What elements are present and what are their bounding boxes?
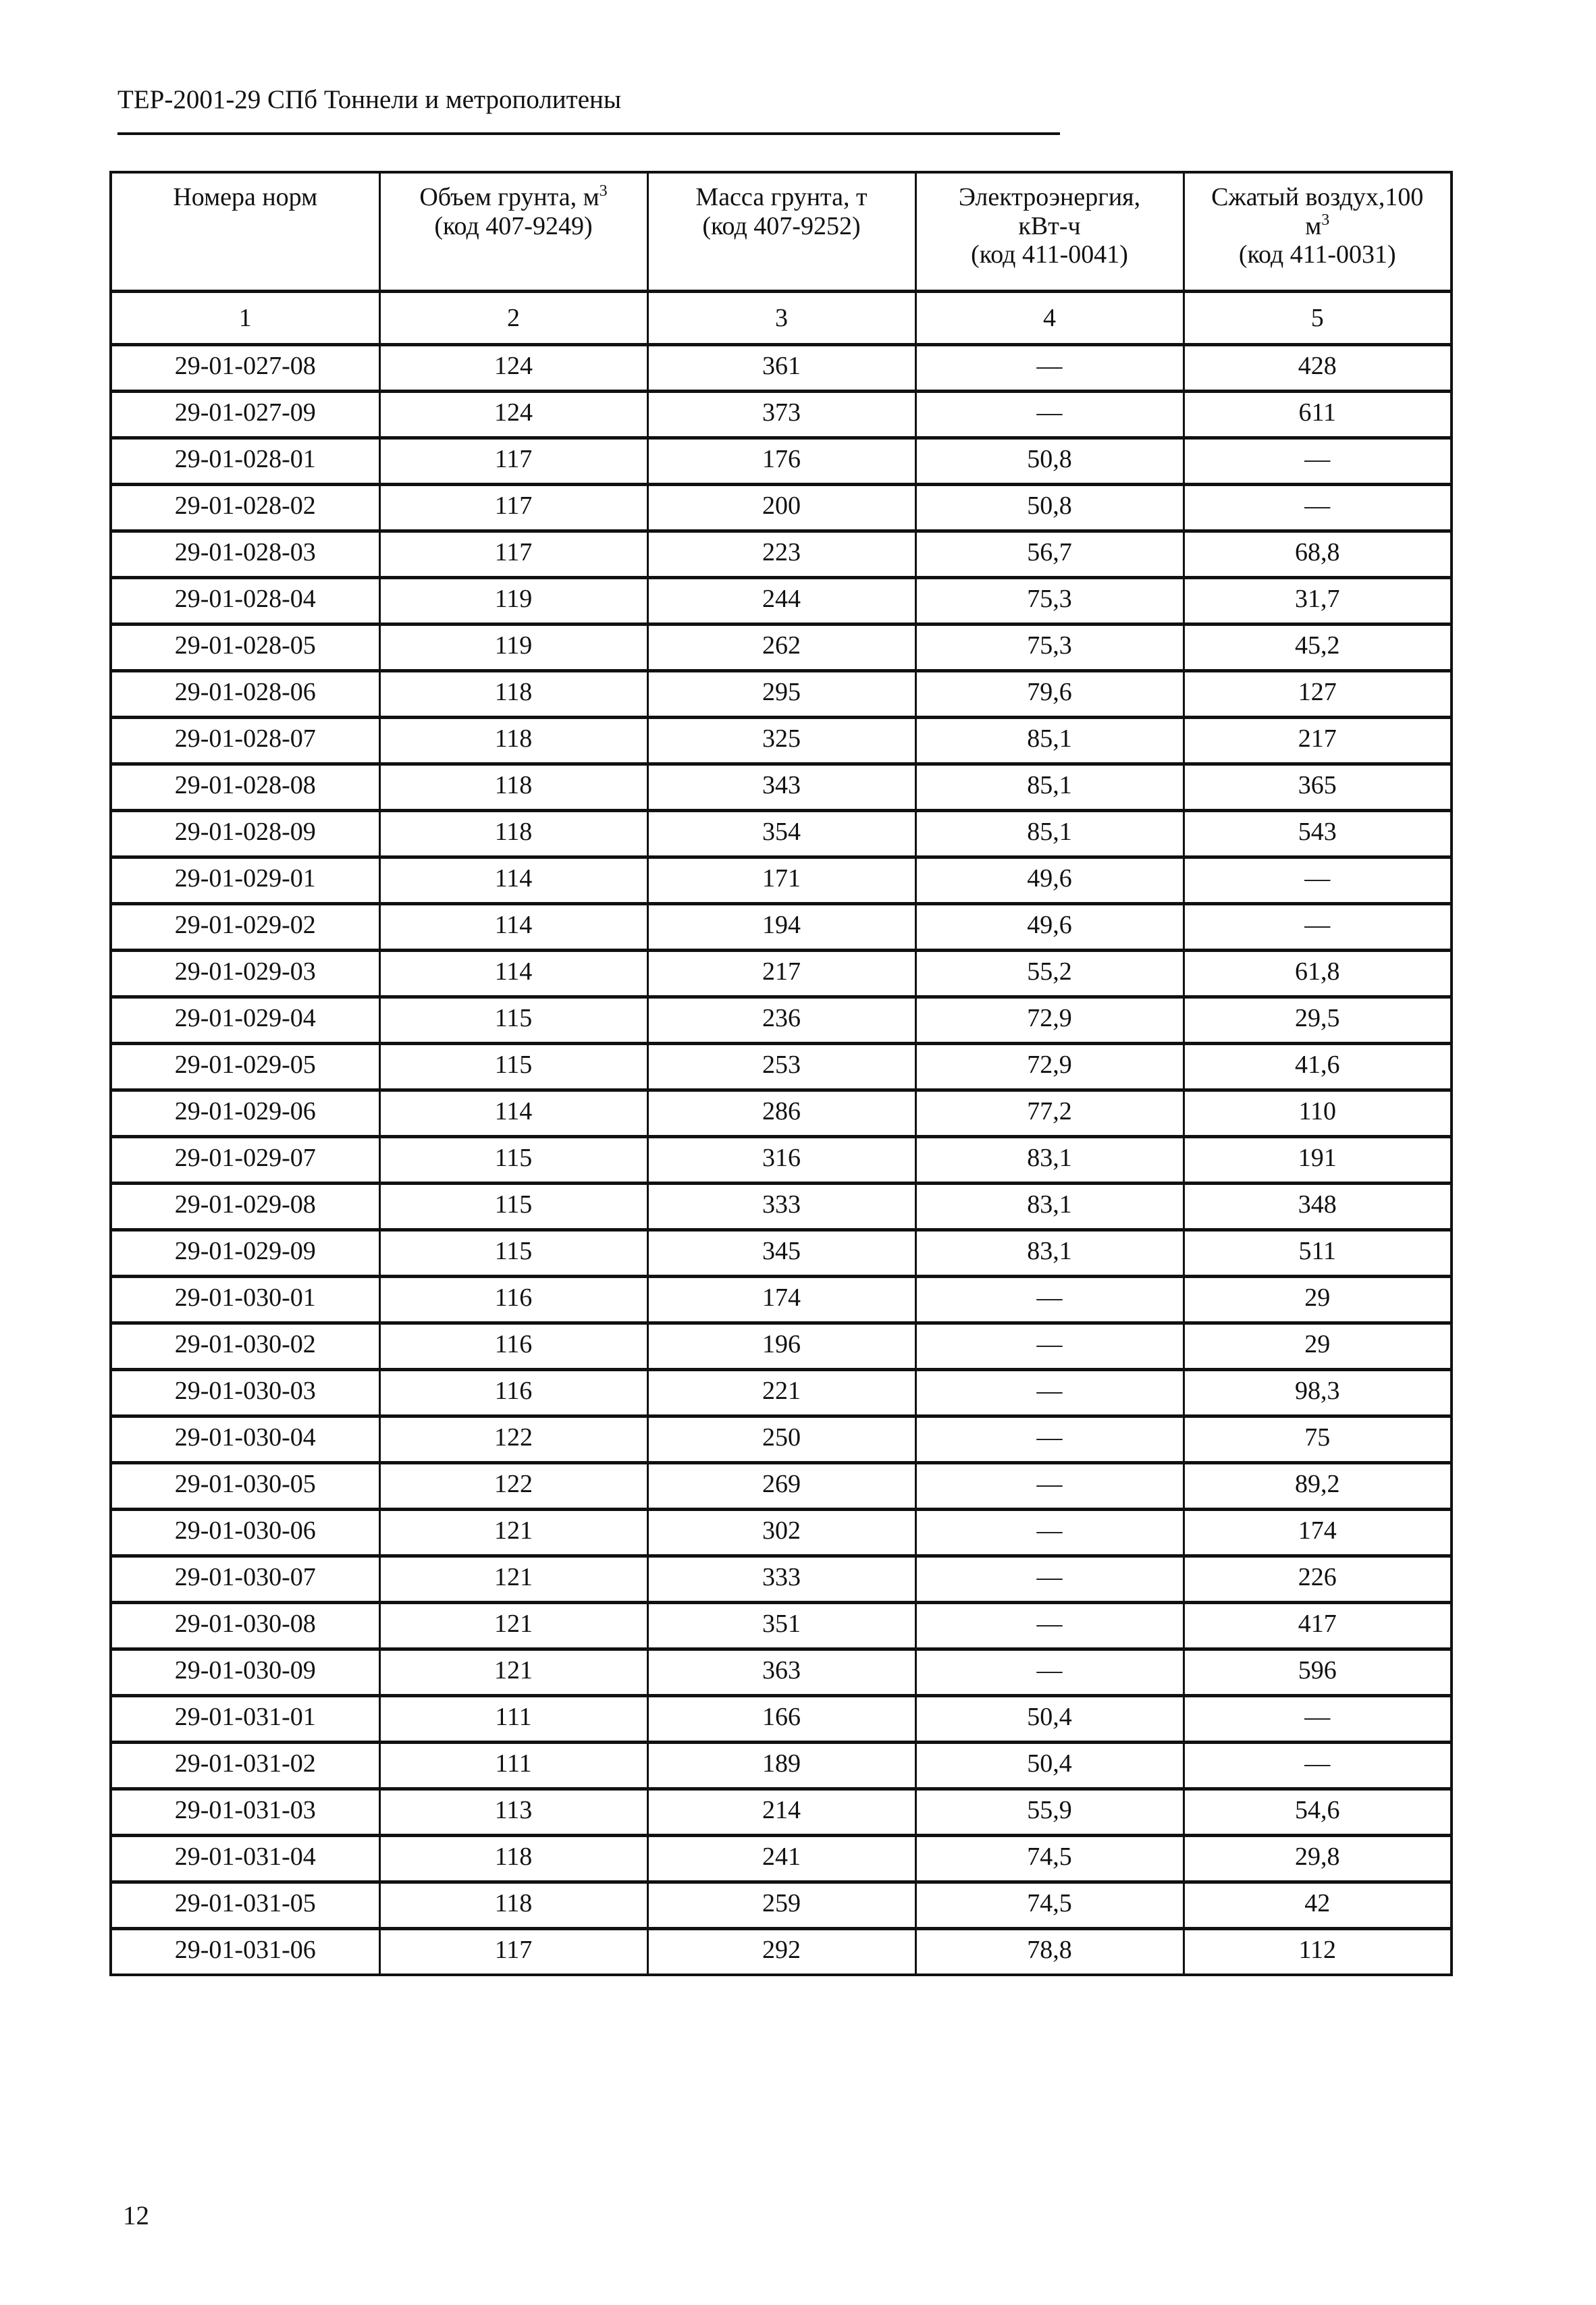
table-body — [111, 344, 1452, 1975]
cell-compressed-air: 365 — [1183, 764, 1452, 810]
cell-soil-mass: 176 — [647, 438, 915, 484]
cell-soil-mass: 253 — [647, 1043, 915, 1090]
cell-compressed-air: 45,2 — [1183, 624, 1452, 670]
header-soil-mass: Масса грунта, т (код 407-9252) — [647, 172, 915, 291]
table-row — [111, 1928, 1452, 1975]
cell-soil-volume: 113 — [379, 1789, 647, 1835]
cell-soil-volume: 122 — [379, 1416, 647, 1462]
cell-soil-mass: 286 — [647, 1090, 915, 1136]
cell-norm-number: 29-01-029-06 — [111, 1090, 379, 1136]
cell-norm-number: 29-01-028-03 — [111, 531, 379, 577]
table-row — [111, 1043, 1452, 1090]
cell-compressed-air: 61,8 — [1183, 950, 1452, 997]
cell-norm-number: 29-01-029-04 — [111, 997, 379, 1043]
cell-norm-number: 29-01-030-06 — [111, 1509, 379, 1556]
cell-compressed-air: 191 — [1183, 1136, 1452, 1183]
cell-norm-number: 29-01-031-05 — [111, 1882, 379, 1928]
cell-soil-mass: 171 — [647, 857, 915, 903]
cell-norm-number: 29-01-029-09 — [111, 1229, 379, 1276]
cell-norm-number: 29-01-029-03 — [111, 950, 379, 997]
table-row — [111, 1882, 1452, 1928]
cell-electricity: — — [915, 1323, 1183, 1369]
cell-norm-number: 29-01-031-03 — [111, 1789, 379, 1835]
cell-soil-volume: 121 — [379, 1649, 647, 1695]
cell-electricity: 49,6 — [915, 903, 1183, 950]
cell-electricity: 83,1 — [915, 1183, 1183, 1229]
cell-compressed-air: 29,5 — [1183, 997, 1452, 1043]
cell-soil-mass: 316 — [647, 1136, 915, 1183]
table-row — [111, 1229, 1452, 1276]
table-row — [111, 1183, 1452, 1229]
cell-norm-number: 29-01-029-01 — [111, 857, 379, 903]
cell-electricity: 55,9 — [915, 1789, 1183, 1835]
column-number-row — [111, 291, 1452, 344]
table-row — [111, 1416, 1452, 1462]
cell-electricity: — — [915, 1556, 1183, 1602]
cell-electricity: 85,1 — [915, 764, 1183, 810]
cell-norm-number: 29-01-028-08 — [111, 764, 379, 810]
cell-norm-number: 29-01-031-02 — [111, 1742, 379, 1789]
cell-soil-mass: 236 — [647, 997, 915, 1043]
cell-compressed-air: 31,7 — [1183, 577, 1452, 624]
cell-electricity: — — [915, 1276, 1183, 1323]
table-row — [111, 1742, 1452, 1789]
table-row — [111, 997, 1452, 1043]
cell-soil-volume: 124 — [379, 344, 647, 391]
cell-electricity: 75,3 — [915, 577, 1183, 624]
cell-compressed-air: 110 — [1183, 1090, 1452, 1136]
table-row — [111, 1323, 1452, 1369]
cell-soil-volume: 114 — [379, 857, 647, 903]
page-number: 12 — [123, 2201, 149, 2230]
header-soil-volume: Объем грунта, $м^3$ (код 407-9249) — [379, 172, 647, 291]
cell-compressed-air: 226 — [1183, 1556, 1452, 1602]
table-row — [111, 717, 1452, 764]
column-number: 3 — [647, 291, 915, 344]
cell-electricity: — — [915, 1416, 1183, 1462]
cell-soil-mass: 351 — [647, 1602, 915, 1649]
norms-table — [109, 171, 1453, 1976]
cell-soil-volume: 117 — [379, 484, 647, 531]
cell-soil-mass: 250 — [647, 1416, 915, 1462]
cell-soil-mass: 295 — [647, 670, 915, 717]
cell-soil-volume: 119 — [379, 577, 647, 624]
cell-electricity: 72,9 — [915, 1043, 1183, 1090]
cell-soil-volume: 115 — [379, 997, 647, 1043]
table-row — [111, 764, 1452, 810]
cell-electricity: 75,3 — [915, 624, 1183, 670]
cell-soil-volume: 117 — [379, 1928, 647, 1975]
table-row — [111, 1090, 1452, 1136]
cell-electricity: — — [915, 1649, 1183, 1695]
table-row — [111, 531, 1452, 577]
header-rule — [117, 132, 1060, 135]
cell-soil-mass: 345 — [647, 1229, 915, 1276]
cell-norm-number: 29-01-027-08 — [111, 344, 379, 391]
cell-electricity: — — [915, 391, 1183, 438]
cell-compressed-air: 174 — [1183, 1509, 1452, 1556]
cell-norm-number: 29-01-029-02 — [111, 903, 379, 950]
cell-norm-number: 29-01-028-02 — [111, 484, 379, 531]
column-number: 5 — [1183, 291, 1452, 344]
cell-soil-volume: 122 — [379, 1462, 647, 1509]
table-row — [111, 950, 1452, 997]
cell-soil-volume: 118 — [379, 1835, 647, 1882]
cell-compressed-air: 112 — [1183, 1928, 1452, 1975]
cell-soil-mass: 354 — [647, 810, 915, 857]
cell-norm-number: 29-01-030-07 — [111, 1556, 379, 1602]
table-row — [111, 1695, 1452, 1742]
cell-soil-volume: 117 — [379, 531, 647, 577]
table-row — [111, 344, 1452, 391]
table-row — [111, 1462, 1452, 1509]
cell-soil-mass: 269 — [647, 1462, 915, 1509]
cell-electricity: 85,1 — [915, 810, 1183, 857]
cell-norm-number: 29-01-030-05 — [111, 1462, 379, 1509]
cell-soil-mass: 174 — [647, 1276, 915, 1323]
cell-compressed-air: 348 — [1183, 1183, 1452, 1229]
table-row — [111, 1556, 1452, 1602]
cell-soil-mass: 194 — [647, 903, 915, 950]
cell-norm-number: 29-01-028-09 — [111, 810, 379, 857]
cell-electricity: 85,1 — [915, 717, 1183, 764]
cell-norm-number: 29-01-031-06 — [111, 1928, 379, 1975]
cell-electricity: 79,6 — [915, 670, 1183, 717]
column-number: 4 — [915, 291, 1183, 344]
cell-norm-number: 29-01-030-09 — [111, 1649, 379, 1695]
cell-compressed-air: — — [1183, 438, 1452, 484]
table-row — [111, 484, 1452, 531]
cell-electricity: 83,1 — [915, 1136, 1183, 1183]
cell-compressed-air: — — [1183, 857, 1452, 903]
table-header-row — [111, 172, 1452, 291]
cell-electricity: 50,8 — [915, 484, 1183, 531]
table-row — [111, 577, 1452, 624]
cell-soil-mass: 200 — [647, 484, 915, 531]
cell-soil-volume: 118 — [379, 717, 647, 764]
cell-norm-number: 29-01-028-06 — [111, 670, 379, 717]
cell-soil-volume: 114 — [379, 950, 647, 997]
cell-soil-mass: 302 — [647, 1509, 915, 1556]
table-row — [111, 1509, 1452, 1556]
cell-norm-number: 29-01-030-08 — [111, 1602, 379, 1649]
cell-soil-volume: 115 — [379, 1229, 647, 1276]
table-row — [111, 1136, 1452, 1183]
cell-electricity: — — [915, 344, 1183, 391]
cell-soil-mass: 189 — [647, 1742, 915, 1789]
header-compressed-air: Сжатый воздух,100 $м^3$ (код 411-0031) — [1183, 172, 1452, 291]
cell-soil-volume: 121 — [379, 1509, 647, 1556]
table-row — [111, 670, 1452, 717]
cell-soil-mass: 259 — [647, 1882, 915, 1928]
cell-norm-number: 29-01-030-02 — [111, 1323, 379, 1369]
cell-electricity: 74,5 — [915, 1835, 1183, 1882]
cell-soil-volume: 118 — [379, 810, 647, 857]
cell-soil-mass: 262 — [647, 624, 915, 670]
cell-compressed-air: 428 — [1183, 344, 1452, 391]
page-header-title: ТЕР-2001-29 СПб Тоннели и метрополитены — [117, 85, 622, 114]
cell-norm-number: 29-01-030-01 — [111, 1276, 379, 1323]
cell-compressed-air: 68,8 — [1183, 531, 1452, 577]
cell-electricity: 50,8 — [915, 438, 1183, 484]
table-row — [111, 624, 1452, 670]
cell-soil-mass: 333 — [647, 1183, 915, 1229]
cell-compressed-air: 217 — [1183, 717, 1452, 764]
cell-compressed-air: 98,3 — [1183, 1369, 1452, 1416]
cell-soil-volume: 116 — [379, 1323, 647, 1369]
cell-compressed-air: 75 — [1183, 1416, 1452, 1462]
cell-compressed-air: — — [1183, 484, 1452, 531]
table-row — [111, 1602, 1452, 1649]
cell-compressed-air: — — [1183, 903, 1452, 950]
cell-electricity: 77,2 — [915, 1090, 1183, 1136]
cell-compressed-air: — — [1183, 1695, 1452, 1742]
cell-compressed-air: 127 — [1183, 670, 1452, 717]
cell-soil-mass: 196 — [647, 1323, 915, 1369]
table-row — [111, 810, 1452, 857]
column-number: 1 — [111, 291, 379, 344]
cell-soil-mass: 325 — [647, 717, 915, 764]
cell-soil-volume: 111 — [379, 1695, 647, 1742]
cell-soil-mass: 166 — [647, 1695, 915, 1742]
cell-soil-volume: 121 — [379, 1556, 647, 1602]
cell-electricity: 83,1 — [915, 1229, 1183, 1276]
cell-soil-mass: 244 — [647, 577, 915, 624]
column-number: 2 — [379, 291, 647, 344]
cell-norm-number: 29-01-027-09 — [111, 391, 379, 438]
cell-soil-mass: 214 — [647, 1789, 915, 1835]
cell-soil-volume: 114 — [379, 903, 647, 950]
table-row — [111, 857, 1452, 903]
table-row — [111, 438, 1452, 484]
cell-soil-volume: 124 — [379, 391, 647, 438]
table-row — [111, 903, 1452, 950]
cell-compressed-air: 29,8 — [1183, 1835, 1452, 1882]
cell-soil-volume: 116 — [379, 1276, 647, 1323]
cell-electricity: 50,4 — [915, 1742, 1183, 1789]
cell-compressed-air: — — [1183, 1742, 1452, 1789]
cell-electricity: 72,9 — [915, 997, 1183, 1043]
cell-compressed-air: 417 — [1183, 1602, 1452, 1649]
table-row — [111, 1789, 1452, 1835]
cell-soil-volume: 118 — [379, 670, 647, 717]
cell-soil-volume: 116 — [379, 1369, 647, 1416]
cell-electricity: 74,5 — [915, 1882, 1183, 1928]
cell-soil-mass: 223 — [647, 531, 915, 577]
cell-norm-number: 29-01-028-07 — [111, 717, 379, 764]
cell-electricity: — — [915, 1369, 1183, 1416]
cell-soil-volume: 119 — [379, 624, 647, 670]
cell-compressed-air: 29 — [1183, 1323, 1452, 1369]
cell-norm-number: 29-01-029-05 — [111, 1043, 379, 1090]
cell-electricity: — — [915, 1462, 1183, 1509]
cell-electricity: 49,6 — [915, 857, 1183, 903]
cell-soil-volume: 117 — [379, 438, 647, 484]
cell-soil-volume: 115 — [379, 1136, 647, 1183]
cell-soil-mass: 363 — [647, 1649, 915, 1695]
cell-soil-mass: 241 — [647, 1835, 915, 1882]
cell-compressed-air: 42 — [1183, 1882, 1452, 1928]
cell-electricity: 78,8 — [915, 1928, 1183, 1975]
cell-soil-volume: 118 — [379, 764, 647, 810]
cell-electricity: 55,2 — [915, 950, 1183, 997]
cell-soil-volume: 115 — [379, 1043, 647, 1090]
cell-soil-volume: 115 — [379, 1183, 647, 1229]
cell-soil-volume: 118 — [379, 1882, 647, 1928]
cell-compressed-air: 54,6 — [1183, 1789, 1452, 1835]
cell-soil-mass: 373 — [647, 391, 915, 438]
cell-compressed-air: 89,2 — [1183, 1462, 1452, 1509]
cell-norm-number: 29-01-030-03 — [111, 1369, 379, 1416]
cell-soil-volume: 111 — [379, 1742, 647, 1789]
cell-soil-mass: 361 — [647, 344, 915, 391]
table-row — [111, 1369, 1452, 1416]
table-row — [111, 391, 1452, 438]
cell-soil-mass: 217 — [647, 950, 915, 997]
table-row — [111, 1835, 1452, 1882]
cell-norm-number: 29-01-029-07 — [111, 1136, 379, 1183]
header-electricity: Электроэнергия, кВт-ч (код 411-0041) — [915, 172, 1183, 291]
cell-electricity: 50,4 — [915, 1695, 1183, 1742]
cell-norm-number: 29-01-028-05 — [111, 624, 379, 670]
cell-electricity: 56,7 — [915, 531, 1183, 577]
cell-norm-number: 29-01-028-04 — [111, 577, 379, 624]
cell-electricity: — — [915, 1602, 1183, 1649]
cell-compressed-air: 511 — [1183, 1229, 1452, 1276]
table-row — [111, 1649, 1452, 1695]
cell-soil-volume: 114 — [379, 1090, 647, 1136]
table-row — [111, 1276, 1452, 1323]
cell-compressed-air: 611 — [1183, 391, 1452, 438]
header-norm-numbers: Номера норм — [111, 172, 379, 291]
cell-norm-number: 29-01-031-04 — [111, 1835, 379, 1882]
cell-soil-mass: 343 — [647, 764, 915, 810]
cell-norm-number: 29-01-028-01 — [111, 438, 379, 484]
cell-compressed-air: 41,6 — [1183, 1043, 1452, 1090]
cell-norm-number: 29-01-031-01 — [111, 1695, 379, 1742]
cell-soil-volume: 121 — [379, 1602, 647, 1649]
cell-compressed-air: 596 — [1183, 1649, 1452, 1695]
cell-norm-number: 29-01-029-08 — [111, 1183, 379, 1229]
cell-norm-number: 29-01-030-04 — [111, 1416, 379, 1462]
cell-compressed-air: 543 — [1183, 810, 1452, 857]
cell-soil-mass: 333 — [647, 1556, 915, 1602]
cell-electricity: — — [915, 1509, 1183, 1556]
cell-compressed-air: 29 — [1183, 1276, 1452, 1323]
cell-soil-mass: 221 — [647, 1369, 915, 1416]
cell-soil-mass: 292 — [647, 1928, 915, 1975]
